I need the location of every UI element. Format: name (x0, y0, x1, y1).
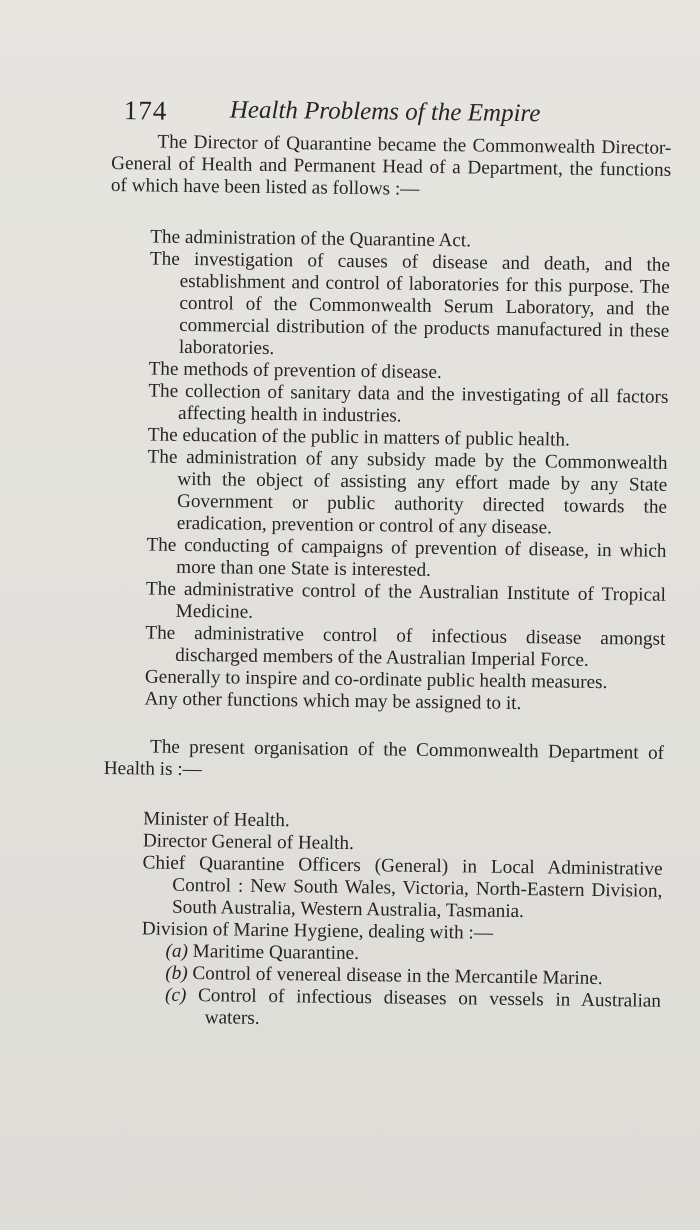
item-text: Control of infectious diseases on vessels in Australian waters. (197, 985, 662, 1029)
function-item: Any other functions which may be assigned to it. (144, 688, 522, 714)
marine-hygiene-list (101, 940, 662, 1035)
item-letter: (a) (165, 940, 189, 963)
organisation-item: Minister of Health. (143, 808, 290, 832)
item-text: Control of venereal disease in the Mercantile Marine. (192, 963, 603, 990)
function-item: The administrative control of infectious disease amongst discharged members of the Australian Imperial Force. (145, 622, 666, 671)
intro-paragraph: The Director of Quarantine became the Commonwealth Director-General of Health and Permanent Head of a Department, the functions of which have been listed as follows :— (110, 131, 672, 201)
organisation-paragraph: The present organisation of the Commonwealth Department of Health is :— (103, 736, 665, 780)
function-item: The administration of any subsidy made by the Commonwealth with the object of assisting any effort made by any State Government or public authority directed towards the eradication, prevention or control of any disease. (147, 446, 668, 539)
marine-hygiene-item (101, 984, 661, 1035)
page-content (101, 95, 672, 1035)
organisation-item: Chief Quarantine Officers (General) in Local Administrative Control : New South Wales, Victoria, North-Eastern Division, South Australia, Western Australia, Tasmania. (142, 852, 663, 923)
page-header (112, 95, 672, 138)
function-item: The education of the public in matters of public health. (147, 424, 570, 451)
organisation-list (102, 808, 664, 947)
item-letter: (b) (165, 962, 188, 985)
running-title: Health Problems of the Empire (229, 96, 541, 128)
functions-list (104, 226, 670, 717)
function-item: The methods of prevention of disease. (148, 358, 442, 383)
organisation-item: Director General of Health. (142, 830, 354, 855)
page-number: 174 (123, 95, 168, 126)
item-letter: (c) (164, 984, 187, 1006)
function-item: The investigation of causes of disease and death, and the establishment and control of laboratories for this purpose. The control of the Commonwealth Serum Laboratory, and the commercial distribution of the products manufactured in these laboratories. (149, 248, 671, 359)
function-item: The conducting of campaigns of prevention of disease, in which more than one State is interested. (146, 534, 667, 581)
function-item: Generally to inspire and co-ordinate public health measures. (144, 666, 608, 693)
item-text: Maritime Quarantine. (192, 941, 360, 965)
function-item: The administration of the Quarantine Act. (150, 226, 472, 252)
function-item: The collection of sanitary data and the investigating of all factors affecting health in industries. (148, 380, 669, 427)
organisation-item: Division of Marine Hygiene, dealing with :— (141, 918, 494, 944)
function-item: The administrative control of the Australian Institute of Tropical Medicine. (145, 578, 667, 623)
